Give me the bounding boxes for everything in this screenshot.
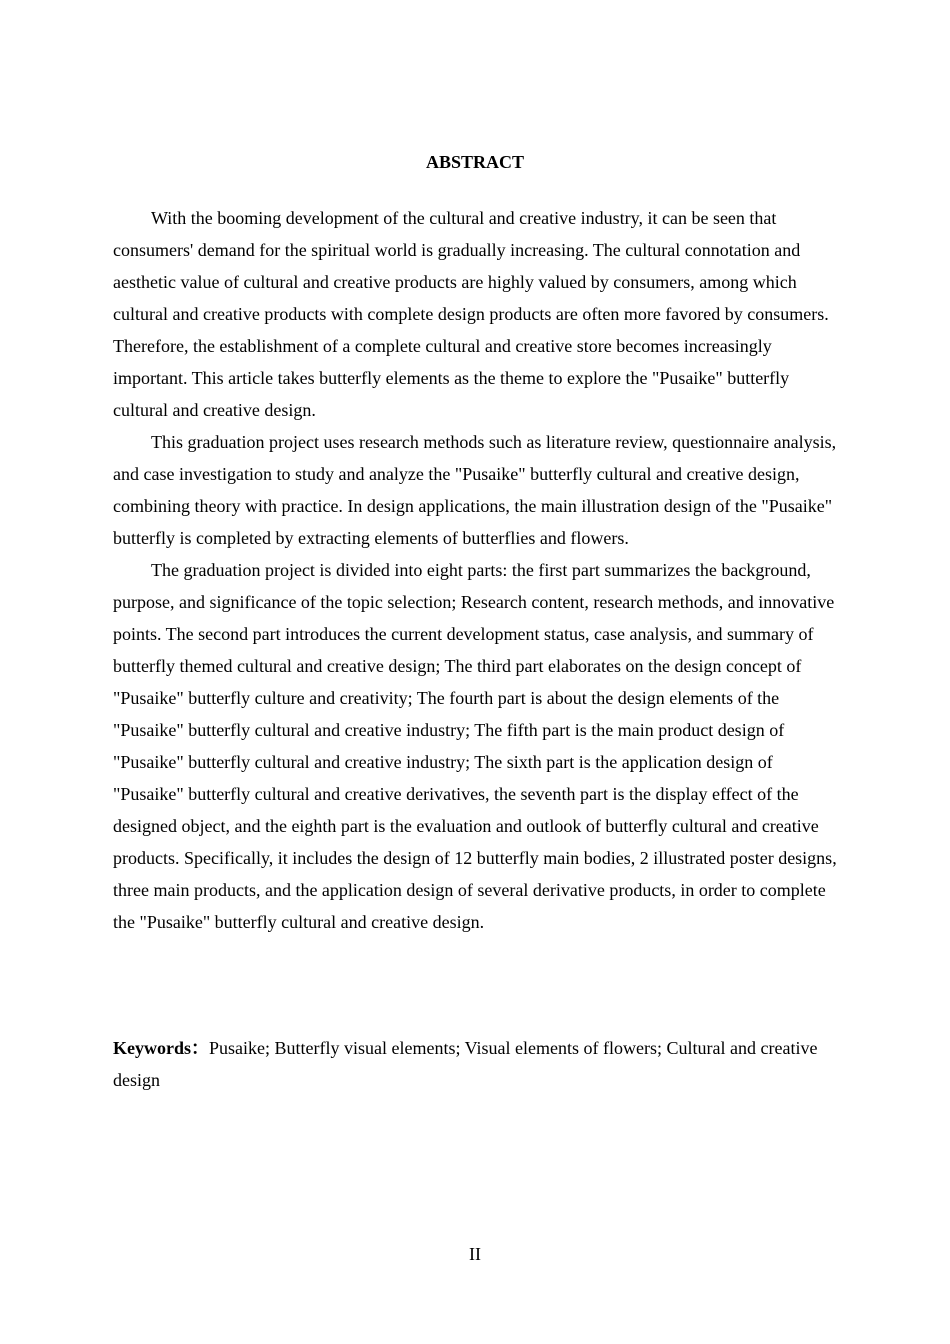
keywords-label: Keywords：	[113, 1038, 209, 1058]
abstract-title: ABSTRACT	[425, 152, 525, 172]
abstract-paragraph-1: With the booming development of the cultural and creative industry, it can be seen that consumers' demand for the spiritual world is gradually increasing. The cultural connotation and aesthetic value of cultural and creative products are highly valued by consumers, among which cultural and creative products with complete design products are often more favored by consumers. Therefore, the establishment of a complete cultural and creative store becomes increasingly important. This article takes butterfly elements as the theme to explore the "Pusaike" butterfly cultural and creative design.	[113, 208, 829, 420]
abstract-paragraph-2: This graduation project uses research methods such as literature review, questionnaire analysis, and case investigation to study and analyze the "Pusaike" butterfly cultural and creative design, combining theory with practice. In design applications, the main illustration design of the "Pusaike" butterfly is completed by extracting elements of butterflies and flowers.	[113, 432, 837, 548]
keywords-text: Pusaike; Butterfly visual elements; Visual elements of flowers; Cultural and creative design	[113, 1038, 818, 1090]
page-number: II	[469, 1244, 481, 1264]
abstract-body	[113, 202, 838, 938]
abstract-paragraph-3: The graduation project is divided into eight parts: the first part summarizes the background, purpose, and significance of the topic selection; Research content, research methods, and innovative points. The second part introduces the current development status, case analysis, and summary of butterfly themed cultural and creative design; The third part elaborates on the design concept of "Pusaike" butterfly culture and creativity; The fourth part is about the design elements of the "Pusaike" butterfly cultural and creative industry; The fifth part is the main product design of "Pusaike" butterfly cultural and creative industry; The sixth part is the application design of "Pusaike" butterfly cultural and creative derivatives, the seventh part is the display effect of the designed object, and the eighth part is the evaluation and outlook of butterfly cultural and creative products. Specifically, it includes the design of 12 butterfly main bodies, 2 illustrated poster designs, three main products, and the application design of several derivative products, in order to complete the "Pusaike" butterfly cultural and creative design.	[113, 560, 837, 932]
keywords-line	[113, 1032, 838, 1096]
